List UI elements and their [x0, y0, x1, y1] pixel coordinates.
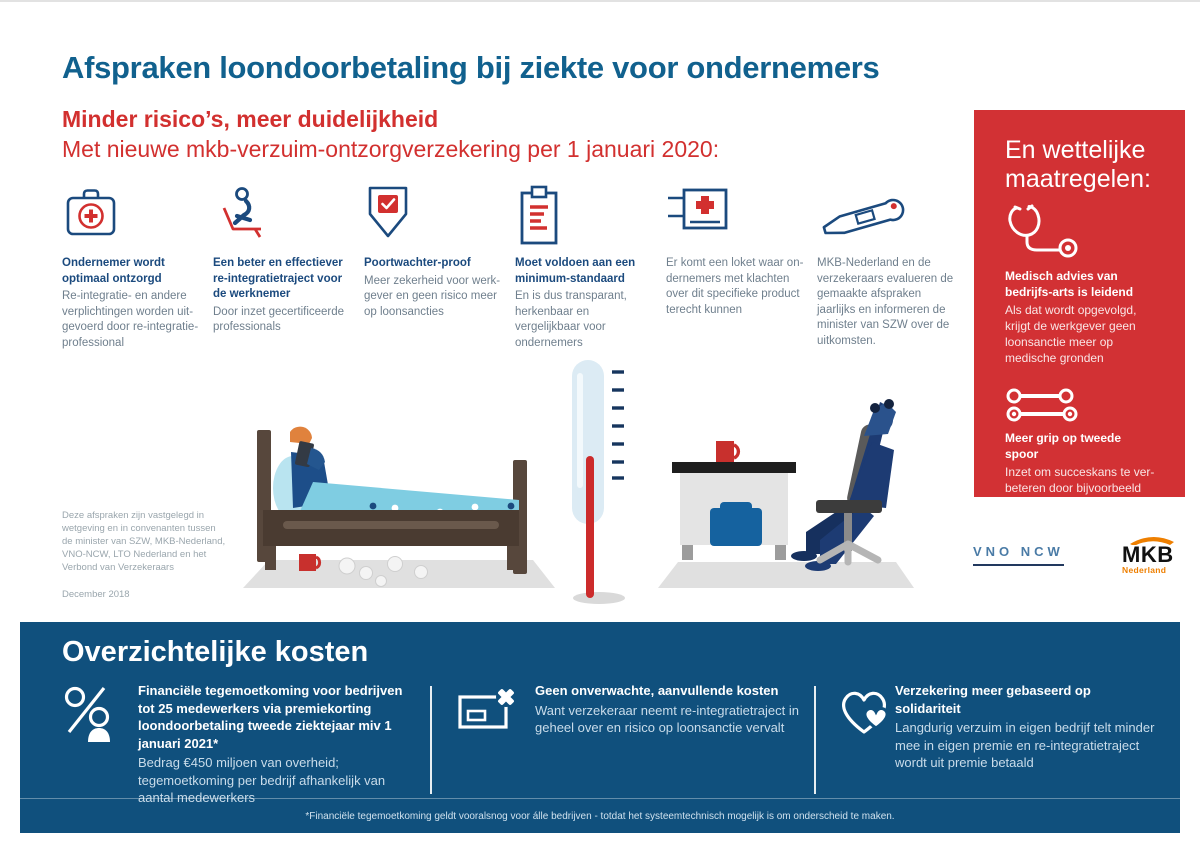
- legal-item-body: Als dat wordt opgevolgd, krijgt de werkgever geen loonsanctie meer op medische gronden: [1005, 303, 1137, 365]
- legal-item-title: Meer grip op tweede spoor: [1005, 431, 1122, 461]
- benefit-column: [213, 184, 351, 351]
- subtitle: Met nieuwe mkb-verzuim-ontzorgverzekering per 1 januari 2020:: [62, 136, 720, 162]
- two-tracks-icon: [1005, 388, 1157, 422]
- benefit-body: Re-integratie- en andere verplichtingen worden uit-gevoerd door re-integratie-professional: [62, 290, 199, 349]
- benefit-title: Ondernemer wordt optimaal ontzorgd: [62, 257, 165, 285]
- benefit-column: [666, 184, 804, 351]
- publication-date: December 2018: [62, 589, 130, 600]
- legal-item-title: Medisch advies van bedrijfs-arts is leidend: [1005, 269, 1134, 299]
- cost-item-body: Want verzekeraar neemt re-integratietraject in geheel over en risico op loonsanctie vervalt: [535, 702, 799, 735]
- costs-panel: [20, 622, 1180, 833]
- legal-panel-title: En wettelijke maatregelen:: [1005, 136, 1151, 193]
- divider: [814, 686, 816, 794]
- benefit-body: Meer zekerheid voor werk-gever en geen risico meer op loonsancties: [364, 274, 501, 318]
- benefit-column: [364, 184, 502, 351]
- stethoscope-icon: [1005, 204, 1157, 258]
- benefit-column: [515, 184, 653, 351]
- benefit-title: Moet voldoen aan een minimum-standaard: [515, 257, 636, 285]
- benefit-column: [62, 184, 200, 351]
- cost-item: [895, 682, 1159, 772]
- mkb-logo-text: MKB: [1122, 542, 1174, 567]
- benefit-body: Door inzet gecertificeerde professionals: [213, 305, 345, 333]
- sick-person-in-bed-illustration: [235, 414, 555, 599]
- vno-ncw-logo-text: VNO NCW: [973, 544, 1064, 566]
- shield-check-icon: [364, 184, 502, 252]
- legal-measures-panel: [974, 110, 1185, 527]
- benefits-row: [62, 184, 962, 351]
- cost-item-title: Verzekering meer gebaseerd op solidariteit: [895, 683, 1091, 716]
- clipboard-icon: [515, 184, 653, 252]
- costs-title: Overzichtelijke kosten: [62, 636, 369, 668]
- cost-item: [138, 682, 410, 807]
- cost-item-body: Bedrag €450 miljoen van overheid; tegemoetkoming per bedrijf afhankelijk van aantal medewerkers: [138, 755, 386, 805]
- legal-item-body: Inzet om succeskans te ver-beteren door bijvoorbeeld ex-perimenten met no-riskpolis: [1005, 465, 1155, 527]
- cost-item-title: Financiële tegemoetkoming voor bedrijven tot 25 medewerkers via premiekorting loondoorbetaling tweede ziektejaar miv 1 januari 2021*: [138, 683, 403, 751]
- benefit-body: MKB-Nederland en de verzekeraars evalueren de gemaakte afspraken jaarlijks en informeren de minister van SZW over de uitkomsten.: [817, 257, 954, 347]
- costs-footnote: *Financiële tegemoetkoming geldt vooralsnog voor álle bedrijven - totdat het systeemtechnisch mogelijk is om onderscheid te maken.: [20, 798, 1180, 833]
- digital-thermometer-icon: [817, 184, 955, 252]
- mkb-logo-subtext: Nederland: [1122, 565, 1167, 575]
- divider: [430, 686, 432, 794]
- invoice-crossed-icon: [457, 688, 517, 734]
- solidarity-hearts-icon: [836, 686, 894, 738]
- mkb-nederland-logo: [1122, 533, 1182, 575]
- cost-item-body: Langdurig verzuim in eigen bedrijf telt minder mee in eigen premie en re-integratietraject wordt uit premie betaald: [895, 720, 1155, 770]
- first-aid-case-icon: [62, 184, 200, 252]
- percent-person-icon: [60, 684, 116, 746]
- benefit-title: Een beter en effectiever re-integratietraject voor de werknemer: [213, 257, 343, 300]
- first-aid-sign-icon: [666, 184, 804, 252]
- benefit-body: En is dus transparant, herkenbaar en vergelijkbaar voor ondernemers: [515, 290, 627, 349]
- benefit-body: Er komt een loket waar on-dernemers met klachten over dit specifieke product terecht kunnen: [666, 257, 804, 316]
- fever-thermometer-illustration: [556, 348, 646, 608]
- source-note: Deze afspraken zijn vastgelegd in wetgeving en in convenanten tussen de minister van SZW, MKB-Nederland, VNO-NCW, LTO Nederland en het Verbond van Verzekeraars: [62, 510, 226, 573]
- cost-item-title: Geen onverwachte, aanvullende kosten: [535, 683, 779, 698]
- vno-ncw-logo: [973, 543, 1065, 566]
- subtitle-bold: Minder risico’s, meer duidelijkheid: [62, 106, 439, 132]
- cost-item: [535, 682, 803, 737]
- worried-entrepreneur-at-desk-illustration: [658, 384, 918, 599]
- page-title: Afspraken loondoorbetaling bij ziekte voor ondernemers: [62, 50, 880, 85]
- benefit-column: [817, 184, 955, 351]
- person-recliner-icon: [213, 184, 351, 252]
- benefit-title: Poortwachter-proof: [364, 257, 471, 269]
